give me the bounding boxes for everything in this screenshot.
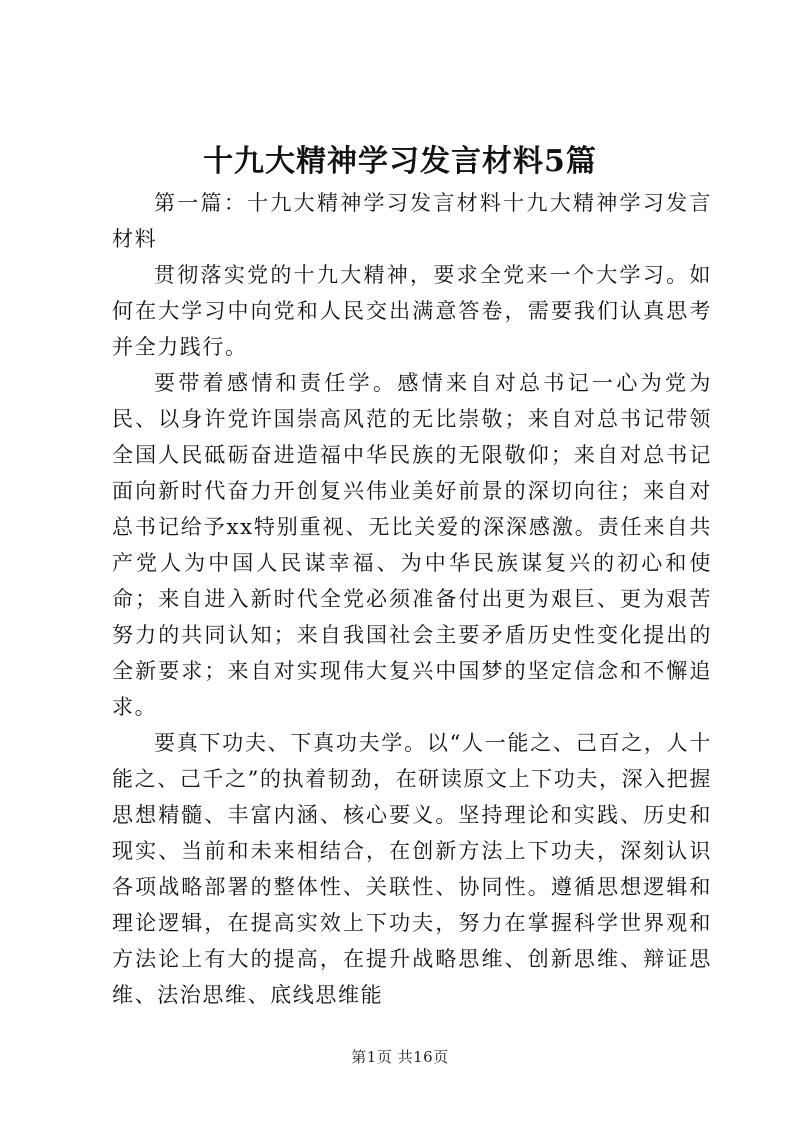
paragraph-emotion-responsibility: 要带着感情和责任学。感情来自对总书记一心为党为民、以身许党许国崇高风范的无比崇敬；来自对总书记带领全国人民砥砺奋进造福中华民族的无限敬仰；来自对总书记面向新时代奋力开创复兴伟业美好前景的深切向往；来自对总书记给予xx特别重视、无比关爱的深深感激。责任来自共产党人为中国人民谋幸福、为中华民族谋复兴的初心和使命；来自进入新时代全党必须准备付出更为艰巨、更为艰苦努力的共同认知；来自我国社会主要矛盾历史性变化提出的全新要求；来自对实现伟大复兴中国梦的坚定信念和不懈追求。 bbox=[112, 371, 712, 719]
page-number-footer: 第1页 共16页 bbox=[351, 1048, 449, 1066]
paragraph-effort: 要真下功夫、下真功夫学。以“人一能之、己百之，人十能之、己千之”的执着韧劲，在研读原文上下功夫，深入把握思想精髓、丰富内涵、核心要义。坚持理论和实践、历史和现实、当前和未来相结合，在创新方法上下功夫，深刻认识各项战略部署的整体性、关联性、协同性。遵循思想逻辑和理论逻辑，在提高实效上下功夫，努力在掌握科学世界观和方法论上有大的提高，在提升战略思维、创新思维、辩证思维、法治思维、底线思维能 bbox=[112, 731, 712, 1007]
document-title: 十九大精神学习发言材料5篇 bbox=[203, 144, 597, 179]
paragraph-intro: 贯彻落实党的十九大精神，要求全党来一个大学习。如何在大学习中向党和人民交出满意答卷，需要我们认真思考并全力践行。 bbox=[112, 263, 712, 359]
document-body bbox=[112, 185, 712, 1013]
section-heading: 第一篇：十九大精神学习发言材料十九大精神学习发言材料 bbox=[112, 191, 712, 251]
